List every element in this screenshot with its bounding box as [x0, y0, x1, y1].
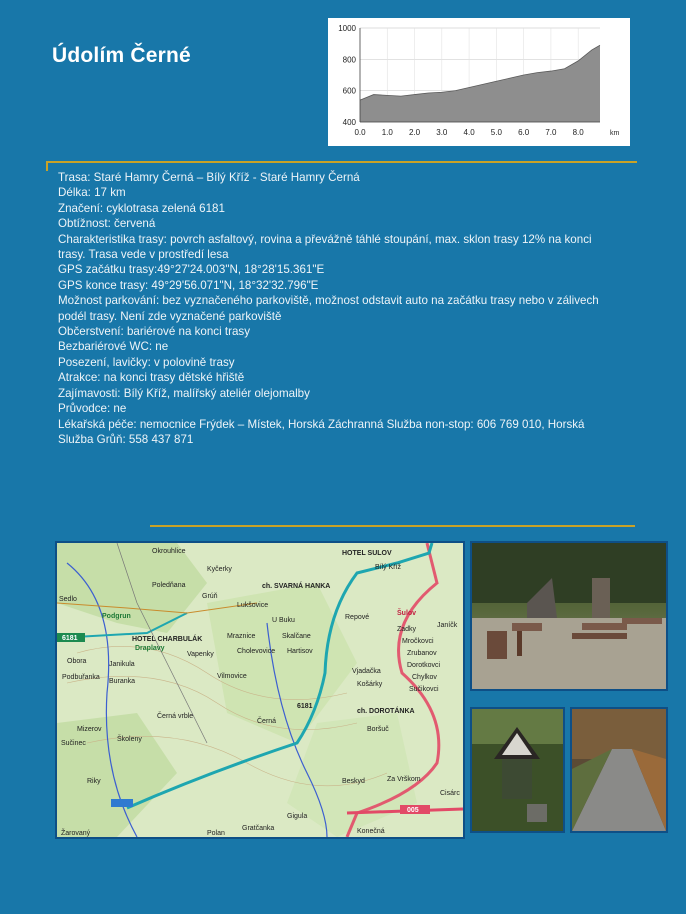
- svg-text:Sučinec: Sučinec: [61, 740, 86, 747]
- svg-text:Kyčerky: Kyčerky: [207, 566, 232, 573]
- divider-bottom: [150, 525, 635, 527]
- svg-text:Podgrun: Podgrun: [102, 613, 131, 620]
- svg-text:Obora: Obora: [67, 658, 87, 665]
- x-tick-label: 6.0: [518, 128, 530, 137]
- svg-text:Janikula: Janikula: [109, 661, 135, 668]
- route-map: [55, 541, 465, 839]
- svg-text:Riky: Riky: [87, 778, 101, 785]
- svg-text:Grúň: Grúň: [202, 593, 218, 600]
- elevation-chart-svg: [328, 18, 630, 146]
- svg-text:6181: 6181: [297, 703, 313, 710]
- svg-text:Draplavy: Draplavy: [135, 645, 165, 652]
- svg-text:ch. DOROTÁNKA: ch. DOROTÁNKA: [357, 708, 415, 715]
- info-characteristics: Charakteristika trasy: povrch asfaltový, rovina a převážně táhlé stoupání, max. sklon trasy 12% na konci trasy. Trasa vede v prostředí lesa: [58, 232, 592, 262]
- y-tick-label: 800: [342, 55, 356, 65]
- svg-text:Zrubanov: Zrubanov: [407, 650, 437, 657]
- x-tick-label: 8.0: [572, 128, 584, 137]
- info-seating: Posezení, lavičky: v polovině trasy: [58, 355, 235, 369]
- svg-text:Beskyd: Beskyd: [342, 778, 365, 785]
- info-marking: Značení: cyklotrasa zelená 6181: [58, 201, 225, 215]
- svg-text:Cisárc: Cisárc: [440, 790, 460, 797]
- shrine-photo: [470, 707, 565, 833]
- svg-text:Buranka: Buranka: [109, 678, 136, 685]
- info-gps-start: GPS začátku trasy:49°27'24.003"N, 18°28'15.361"E: [58, 263, 325, 277]
- svg-text:Gratčanka: Gratčanka: [242, 825, 275, 832]
- forest-road-photo: [570, 707, 668, 833]
- info-route: Trasa: Staré Hamry Černá – Bílý Kříž - Staré Hamry Černá: [58, 171, 360, 184]
- svg-text:HOTEL CHARBULÁK: HOTEL CHARBULÁK: [132, 636, 203, 643]
- svg-text:Sedlo: Sedlo: [59, 596, 77, 603]
- y-tick-label: 1000: [338, 24, 356, 33]
- x-tick-label: 4.0: [463, 128, 475, 137]
- svg-text:Chylkov: Chylkov: [412, 674, 437, 681]
- svg-text:Hartisov: Hartisov: [287, 648, 313, 655]
- x-tick-label: 7.0: [545, 128, 557, 137]
- svg-text:Zadky: Zadky: [397, 626, 417, 633]
- svg-text:HOTEL SULOV: HOTEL SULOV: [342, 550, 392, 557]
- y-tick-label: 600: [342, 86, 356, 96]
- svg-text:Mraznice: Mraznice: [227, 633, 256, 640]
- info-wc: Bezbariérové WC: ne: [58, 340, 169, 354]
- svg-text:Za Vrškom: Za Vrškom: [387, 776, 421, 783]
- route-info: [58, 170, 618, 447]
- picnic-shelter-photo: [470, 541, 668, 691]
- svg-text:Žarovaný: Žarovaný: [61, 830, 91, 837]
- svg-text:ch. SVARNÁ HANKA: ch. SVARNÁ HANKA: [262, 583, 331, 590]
- info-difficulty: Obtížnost: červená: [58, 217, 156, 231]
- info-medical: Lékařská péče: nemocnice Frýdek – Místek, Horská Záchranná Služba non-stop: 606 769 010, Horská Služba Grůň: 558 437 871: [58, 417, 585, 446]
- svg-text:Polan: Polan: [207, 830, 225, 837]
- svg-text:Černá: Černá: [257, 718, 277, 725]
- svg-text:Boršuč: Boršuč: [367, 726, 389, 733]
- x-tick-label: 2.0: [408, 128, 421, 137]
- x-tick-label: 0.0: [354, 128, 366, 137]
- svg-text:Košárky: Košárky: [357, 681, 383, 688]
- info-guide: Průvodce: ne: [58, 402, 127, 416]
- svg-text:Janíčk: Janíčk: [437, 622, 458, 629]
- svg-text:Školeny: Školeny: [117, 736, 142, 743]
- info-length: Délka: 17 km: [58, 186, 126, 200]
- svg-text:Bílý Kříž: Bílý Kříž: [375, 564, 402, 571]
- svg-text:Mročkovci: Mročkovci: [402, 638, 434, 645]
- x-unit-label: km: [610, 130, 620, 137]
- svg-text:Sučikovci: Sučikovci: [409, 686, 439, 693]
- svg-text:Vilmovice: Vilmovice: [217, 673, 247, 680]
- svg-text:Vapenky: Vapenky: [187, 651, 214, 658]
- svg-text:Mizerov: Mizerov: [77, 726, 102, 733]
- svg-text:Vjadačka: Vjadačka: [352, 668, 381, 675]
- svg-text:Cholevovice: Cholevovice: [237, 648, 276, 655]
- svg-text:Skalčane: Skalčane: [282, 633, 311, 640]
- svg-text:Poledňana: Poledňana: [152, 582, 186, 589]
- svg-text:U Buku: U Buku: [272, 617, 295, 624]
- page-title: Údolím Černé: [52, 44, 191, 67]
- svg-text:Gigula: Gigula: [287, 813, 308, 820]
- svg-text:Dorotkovci: Dorotkovci: [407, 662, 441, 669]
- info-points-of-interest: Zajímavosti: Bílý Kříž, malířský ateliér olejomalby: [58, 386, 310, 400]
- svg-text:Šulov: Šulov: [397, 610, 417, 617]
- map-svg: [57, 543, 463, 837]
- x-tick-label: 3.0: [436, 128, 448, 137]
- divider-top: [46, 161, 637, 163]
- svg-text:Podbuřanka: Podbuřanka: [62, 674, 100, 681]
- svg-text:6181: 6181: [62, 635, 78, 642]
- svg-text:Černá vrble: Černá vrble: [157, 713, 194, 720]
- svg-text:Konečná: Konečná: [357, 828, 385, 835]
- svg-text:Okrouhlice: Okrouhlice: [152, 548, 186, 555]
- svg-text:Lukšovice: Lukšovice: [237, 602, 269, 609]
- divider-top-corner: [46, 161, 48, 171]
- svg-text:005: 005: [407, 807, 419, 814]
- svg-text:Repové: Repové: [345, 614, 370, 621]
- info-gps-end: GPS konce trasy: 49°29'56.071"N, 18°32'32.796"E: [58, 278, 319, 292]
- info-parking: Možnost parkování: bez vyznačeného parkoviště, možnost odstavit auto na začátku trasy nebo v zálivech podél trasy. Není zde vyznačené parkoviště: [58, 294, 599, 323]
- x-tick-label: 5.0: [490, 128, 502, 137]
- elevation-profile-chart: [328, 18, 630, 146]
- info-attractions: Atrakce: na konci trasy dětské hřiště: [58, 371, 245, 385]
- info-refreshment: Občerstvení: bariérové na konci trasy: [58, 325, 251, 339]
- y-tick-label: 400: [342, 118, 356, 127]
- x-tick-label: 1.0: [381, 128, 393, 137]
- elevation-area: [360, 45, 600, 122]
